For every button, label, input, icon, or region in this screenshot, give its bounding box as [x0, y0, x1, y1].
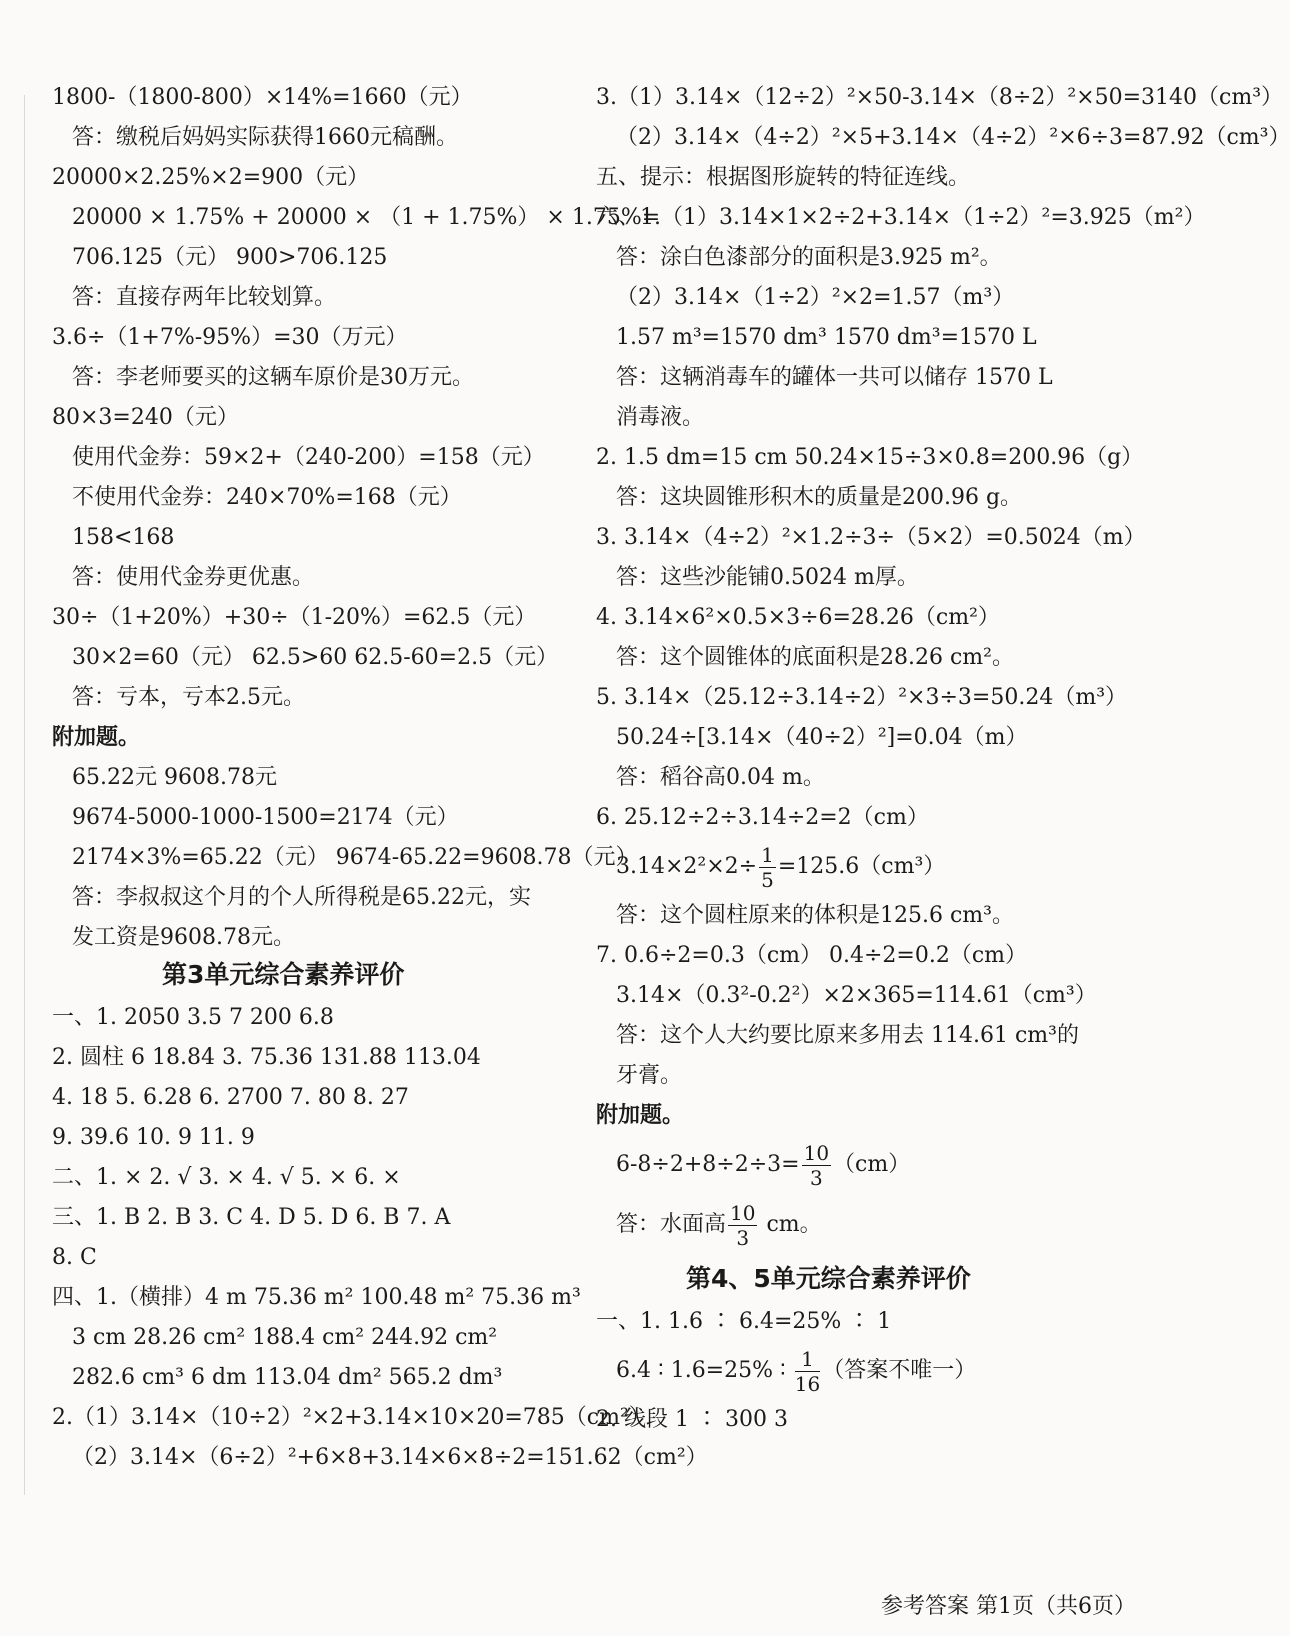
answer-line: 3 cm 28.26 cm² 188.4 cm² 244.92 cm²	[72, 1325, 498, 1350]
answer-line: 2. 1.5 dm=15 cm 50.24×15÷3×0.8=200.96（g）	[596, 445, 1144, 470]
answer-line: 3.6÷（1+7%-95%）=30（万元）	[52, 325, 408, 350]
answer-line: 答：稻谷高0.04 m。	[616, 765, 825, 790]
fraction-denominator: 3	[736, 1225, 750, 1250]
column-divider	[24, 95, 25, 1495]
answer-line: 答：直接存两年比较划算。	[72, 285, 337, 310]
answer-line: 5. 3.14×（25.12÷3.14÷2）²×3÷3=50.24（m³）	[596, 685, 1128, 710]
answer-line: 答：这块圆锥形积木的质量是200.96 g。	[616, 485, 1023, 510]
answer-line: 2174×3%=65.22（元） 9674-65.22=9608.78（元）	[72, 845, 638, 870]
answer-line: 20000 × 1.75% + 20000 × （1 + 1.75%） × 1.75%=	[72, 205, 661, 230]
fraction-numerator: 1	[795, 1347, 820, 1372]
answer-line: 4. 3.14×6²×0.5×3÷6=28.26（cm²）	[596, 605, 1000, 630]
answer-line: 1800-（1800-800）×14%=1660（元）	[52, 85, 473, 110]
answer-line: 四、1.（横排）4 m 75.36 m² 100.48 m² 75.36 m³	[52, 1285, 581, 1310]
answer-line-fraction	[616, 1198, 822, 1252]
answer-line: 9. 39.6 10. 9 11. 9	[52, 1125, 255, 1150]
answer-line: 五、提示：根据图形旋转的特征连线。	[596, 165, 971, 190]
answer-line-fraction	[616, 1138, 910, 1192]
fraction-numerator: 10	[803, 1140, 830, 1165]
fraction-denominator: 3	[809, 1165, 823, 1190]
answer-line: 9674-5000-1000-1500=2174（元）	[72, 805, 459, 830]
answer-line: 答：这个人大约要比原来多用去 114.61 cm³的	[616, 1023, 1079, 1048]
fraction-denominator: 5	[761, 867, 774, 892]
answer-line: 二、1. × 2. √ 3. × 4. √ 5. × 6. ×	[52, 1165, 401, 1190]
answer-line: 50.24÷[3.14×（40÷2）²]=0.04（m）	[616, 725, 1028, 750]
answer-line: 答：涂白色漆部分的面积是3.925 m²。	[616, 245, 1002, 270]
answer-line: 3. 3.14×（4÷2）²×1.2÷3÷（5×2）=0.5024（m）	[596, 525, 1146, 550]
expr-part: 6-8÷2+8÷2÷3=	[616, 1152, 800, 1177]
answer-line: 3.14×（0.3²-0.2²）×2×365=114.61（cm³）	[616, 983, 1097, 1008]
fraction-numerator: 10	[730, 1200, 756, 1225]
answer-line: 不使用代金券：240×70%=168（元）	[72, 485, 462, 510]
answer-line: （2）3.14×（1÷2）²×2=1.57（m³）	[616, 285, 1015, 310]
answer-line: 2.（1）3.14×（10÷2）²×2+3.14×10×20=785（cm²）	[52, 1405, 651, 1430]
page-footer: 参考答案 第1页（共6页）	[881, 1594, 1136, 1619]
answer-line: 三、1. B 2. B 3. C 4. D 5. D 6. B 7. A	[52, 1205, 451, 1230]
answer-line: 答：李老师要买的这辆车原价是30万元。	[72, 365, 474, 390]
expr-part: 答：水面高	[616, 1212, 727, 1237]
answer-line: 706.125（元） 900>706.125	[72, 245, 388, 270]
expr-part: （答案不唯一）	[822, 1358, 977, 1383]
answer-line: 80×3=240（元）	[52, 405, 239, 430]
answer-line: 20000×2.25%×2=900（元）	[52, 165, 370, 190]
answer-line: 158<168	[72, 525, 175, 550]
answer-line: 6. 25.12÷2÷3.14÷2=2（cm）	[596, 805, 929, 830]
answer-line: 答：缴税后妈妈实际获得1660元稿酬。	[72, 125, 458, 150]
answer-line: 7. 0.6÷2=0.3（cm） 0.4÷2=0.2（cm）	[596, 943, 1028, 968]
bonus-heading: 附加题。	[52, 725, 141, 750]
answer-line-fraction	[616, 840, 945, 894]
answer-line: 答：这个圆锥体的底面积是28.26 cm²。	[616, 645, 1014, 670]
answer-line: 2. 线段 1 ∶ 300 3	[596, 1407, 788, 1432]
answer-line: 30×2=60（元） 62.5>60 62.5-60=2.5（元）	[72, 645, 559, 670]
answer-line: （2）3.14×（6÷2）²+6×8+3.14×6×8÷2=151.62（cm²）	[72, 1445, 708, 1470]
answer-line: 使用代金券：59×2+（240-200）=158（元）	[72, 445, 545, 470]
answer-line: 一、1. 1.6 ∶ 6.4=25% ∶ 1	[596, 1309, 892, 1334]
answer-line: 牙膏。	[616, 1063, 683, 1088]
expr-part: 6.4 ∶ 1.6=25% ∶	[616, 1358, 793, 1383]
answer-line: 答：李叔叔这个月的个人所得税是65.22元，实	[72, 885, 531, 910]
section-heading: 第3单元综合素养评价	[162, 960, 405, 989]
answer-line: 65.22元 9608.78元	[72, 765, 277, 790]
expr-part: cm。	[759, 1212, 822, 1237]
fraction	[728, 1201, 757, 1250]
answer-line: 发工资是9608.78元。	[72, 925, 295, 950]
expr-part: 3.14×2²×2÷	[616, 854, 758, 879]
answer-line: 答：这个圆柱原来的体积是125.6 cm³。	[616, 903, 1014, 928]
answer-line: （2）3.14×（4÷2）²×5+3.14×（4÷2）²×6÷3=87.92（cm³）	[616, 125, 1290, 150]
answer-line: 答：这辆消毒车的罐体一共可以储存 1570 L	[616, 365, 1053, 390]
answer-line: 8. C	[52, 1245, 97, 1270]
expr-part: =125.6（cm³）	[777, 854, 946, 879]
answer-line: 3.（1）3.14×（12÷2）²×50-3.14×（8÷2）²×50=3140（cm³）	[596, 85, 1284, 110]
answer-line: 1.57 m³=1570 dm³ 1570 dm³=1570 L	[616, 325, 1037, 350]
fraction-numerator: 1	[761, 842, 774, 867]
answer-line: 消毒液。	[616, 405, 705, 430]
fraction-denominator: 16	[794, 1371, 821, 1396]
expr-part: （cm）	[833, 1152, 911, 1177]
answer-line: 六、1.（1）3.14×1×2÷2+3.14×（1÷2）²=3.925（m²）	[596, 205, 1206, 230]
section-heading: 第4、5单元综合素养评价	[686, 1264, 971, 1293]
answer-line: 答：使用代金券更优惠。	[72, 565, 315, 590]
answer-line: 答：这些沙能铺0.5024 m厚。	[616, 565, 919, 590]
answer-line: 2. 圆柱 6 18.84 3. 75.36 131.88 113.04	[52, 1045, 481, 1070]
bonus-heading: 附加题。	[596, 1103, 685, 1128]
answer-line: 30÷（1+20%）+30÷（1-20%）=62.5（元）	[52, 605, 537, 630]
answer-line: 一、1. 2050 3.5 7 200 6.8	[52, 1005, 334, 1030]
fraction	[802, 1141, 831, 1190]
fraction	[759, 843, 776, 892]
answer-line: 答：亏本，亏本2.5元。	[72, 685, 305, 710]
answer-line: 4. 18 5. 6.28 6. 2700 7. 80 8. 27	[52, 1085, 409, 1110]
answer-line: 282.6 cm³ 6 dm 113.04 dm² 565.2 dm³	[72, 1365, 503, 1390]
fraction	[795, 1347, 820, 1396]
answer-line-fraction	[616, 1344, 976, 1398]
